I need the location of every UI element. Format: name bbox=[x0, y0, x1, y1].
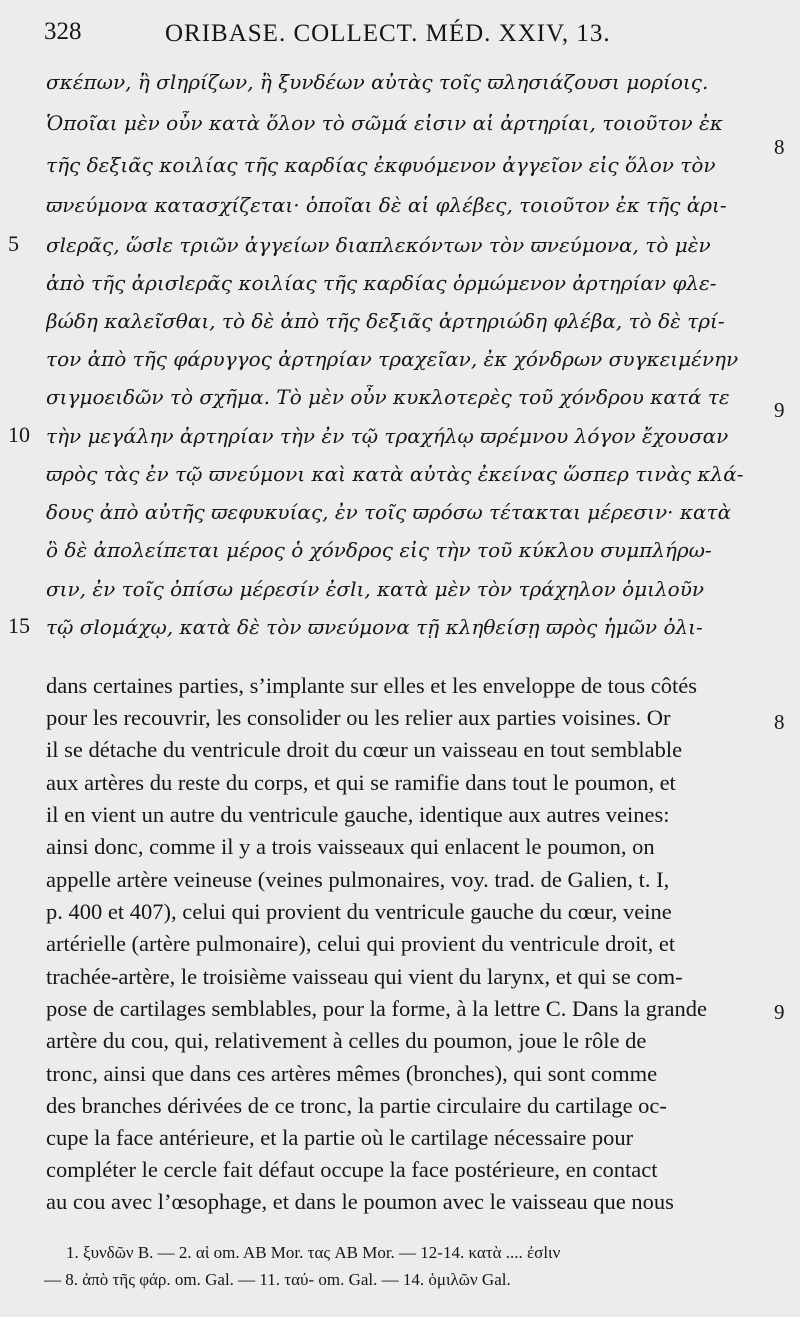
page-header bbox=[0, 18, 800, 58]
running-title: ORIBASE. COLLECT. MÉD. XXIV, 13. bbox=[165, 20, 611, 47]
french-line: appelle artère veineuse (veines pulmonaires, voy. trad. de Galien, t. I, bbox=[46, 867, 670, 892]
greek-line: δους ἀπὸ αὐτῆς ϖεφυκυίας, ἐν τοῖς ϖρόσω τέτακται μέρεσιν· κατὰ bbox=[46, 500, 732, 524]
line-number: 5 bbox=[8, 231, 19, 256]
french-line: trachée-artère, le troisième vaisseau qui vient du larynx, et qui se com- bbox=[46, 964, 683, 989]
footnote-line: 1. ξυνδῶν B. — 2. αἱ om. AB Mor. τας AB Mor. — 12-14. κατὰ .... ἐσlιν bbox=[66, 1243, 561, 1262]
greek-line: σκέπων, ἢ σlηρίζων, ἢ ξυνδέων αὐτὰς τοῖς ϖλησιάζουσι μορίοις. bbox=[46, 70, 709, 94]
margin-number: 9 bbox=[774, 1000, 785, 1024]
greek-line: σlερᾶς, ὥσlε τριῶν ἀγγείων διαπλεκόντων τὸν ϖνεύμονα, τὸ μὲν bbox=[46, 233, 711, 257]
line-number: 10 bbox=[8, 422, 30, 447]
margin-number: 8 bbox=[774, 135, 785, 159]
french-line: pose de cartilages semblables, pour la forme, à la lettre C. Dans la grande bbox=[46, 996, 708, 1021]
footnote-line: — 8. ἀπὸ τῆς φάρ. om. Gal. — 11. ταύ- om. Gal. — 14. ὁμιλῶν Gal. bbox=[44, 1270, 511, 1289]
margin-number: 9 bbox=[774, 398, 785, 422]
french-line: compléter le cercle fait défaut occupe la face postérieure, en contact bbox=[46, 1157, 658, 1182]
french-line: ainsi donc, comme il y a trois vaisseaux qui enlacent le poumon, on bbox=[46, 834, 655, 859]
greek-line: σιγμοειδῶν τὸ σχῆμα. Τὸ μὲν οὖν κυκλοτερὲς τοῦ χόνδρου κατά τε bbox=[46, 385, 730, 409]
greek-line: Ὁποῖαι μὲν οὖν κατὰ ὅλον τὸ σῶμά εἰσιν αἱ ἀρτηρίαι, τοιοῦτον ἐκ bbox=[46, 111, 723, 135]
french-line: aux artères du reste du corps, et qui se ramifie dans tout le poumon, et bbox=[46, 770, 676, 795]
greek-line: τῷ σlομάχῳ, κατὰ δὲ τὸν ϖνεύμονα τῇ κληθείσῃ ϖρὸς ἡμῶν ὀλι- bbox=[46, 615, 703, 639]
french-line: pour les recouvrir, les consolider ou les relier aux parties voisines. Or bbox=[46, 705, 671, 730]
french-line: cupe la face antérieure, et la partie où le cartilage nécessaire pour bbox=[46, 1125, 634, 1150]
french-line: artère du cou, qui, relativement à celles du poumon, joue le rôle de bbox=[46, 1028, 647, 1053]
french-line: au cou avec l’œsophage, et dans le poumon avec le vaisseau que nous bbox=[46, 1189, 674, 1214]
french-line: des branches dérivées de ce tronc, la partie circulaire du cartilage oc- bbox=[46, 1093, 667, 1118]
greek-line: τον ἀπὸ τῆς φάρυγγος ἀρτηρίαν τραχεῖαν, ἐκ χόνδρων συγκειμένην bbox=[46, 347, 739, 371]
french-line: il se détache du ventricule droit du cœur un vaisseau en tout semblable bbox=[46, 737, 683, 762]
french-line: il en vient un autre du ventricule gauche, identique aux autres veines: bbox=[46, 802, 670, 827]
greek-line: σιν, ἐν τοῖς ὀπίσω μέρεσίν ἐσlι, κατὰ μὲν τὸν τράχηλον ὁμιλοῦν bbox=[46, 577, 705, 601]
french-line: artérielle (artère pulmonaire), celui qui provient du ventricule droit, et bbox=[46, 931, 676, 956]
greek-line: ϖνεύμονα κατασχίζεται· ὁποῖαι δὲ αἱ φλέβες, τοιοῦτον ἐκ τῆς ἀρι- bbox=[46, 193, 727, 217]
greek-line: ὃ δὲ ἀπολείπεται μέρος ὁ χόνδρος εἰς τὴν τοῦ κύκλου συμπλήρω- bbox=[46, 538, 712, 562]
greek-line: τῆς δεξιᾶς κοιλίας τῆς καρδίας ἐκφυόμενον ἀγγεῖον εἰς ὅλον τὸν bbox=[46, 153, 716, 177]
french-line: dans certaines parties, s’implante sur elles et les enveloppe de tous côtés bbox=[46, 673, 698, 698]
greek-line: βώδη καλεῖσθαι, τὸ δὲ ἀπὸ τῆς δεξιᾶς ἀρτηριώδη φλέβα, τὸ δὲ τρί- bbox=[46, 309, 725, 333]
french-line: tronc, ainsi que dans ces artères mêmes (bronches), qui sont comme bbox=[46, 1061, 658, 1086]
margin-number: 8 bbox=[774, 710, 785, 734]
greek-line: ϖρὸς τὰς ἐν τῷ ϖνεύμονι καὶ κατὰ αὐτὰς ἐκείνας ὥσπερ τινὰς κλά- bbox=[46, 462, 744, 486]
line-number: 15 bbox=[8, 613, 30, 638]
greek-line: τὴν μεγάλην ἀρτηρίαν τὴν ἐν τῷ τραχήλῳ ϖρέμνου λόγον ἔχουσαν bbox=[46, 424, 729, 448]
page-number: 328 bbox=[44, 18, 82, 45]
greek-line: ἀπὸ τῆς ἀρισlερᾶς κοιλίας τῆς καρδίας ὁρμώμενον ἀρτηρίαν φλε- bbox=[46, 271, 717, 295]
french-line: p. 400 et 407), celui qui provient du ventricule gauche du cœur, veine bbox=[46, 899, 672, 924]
